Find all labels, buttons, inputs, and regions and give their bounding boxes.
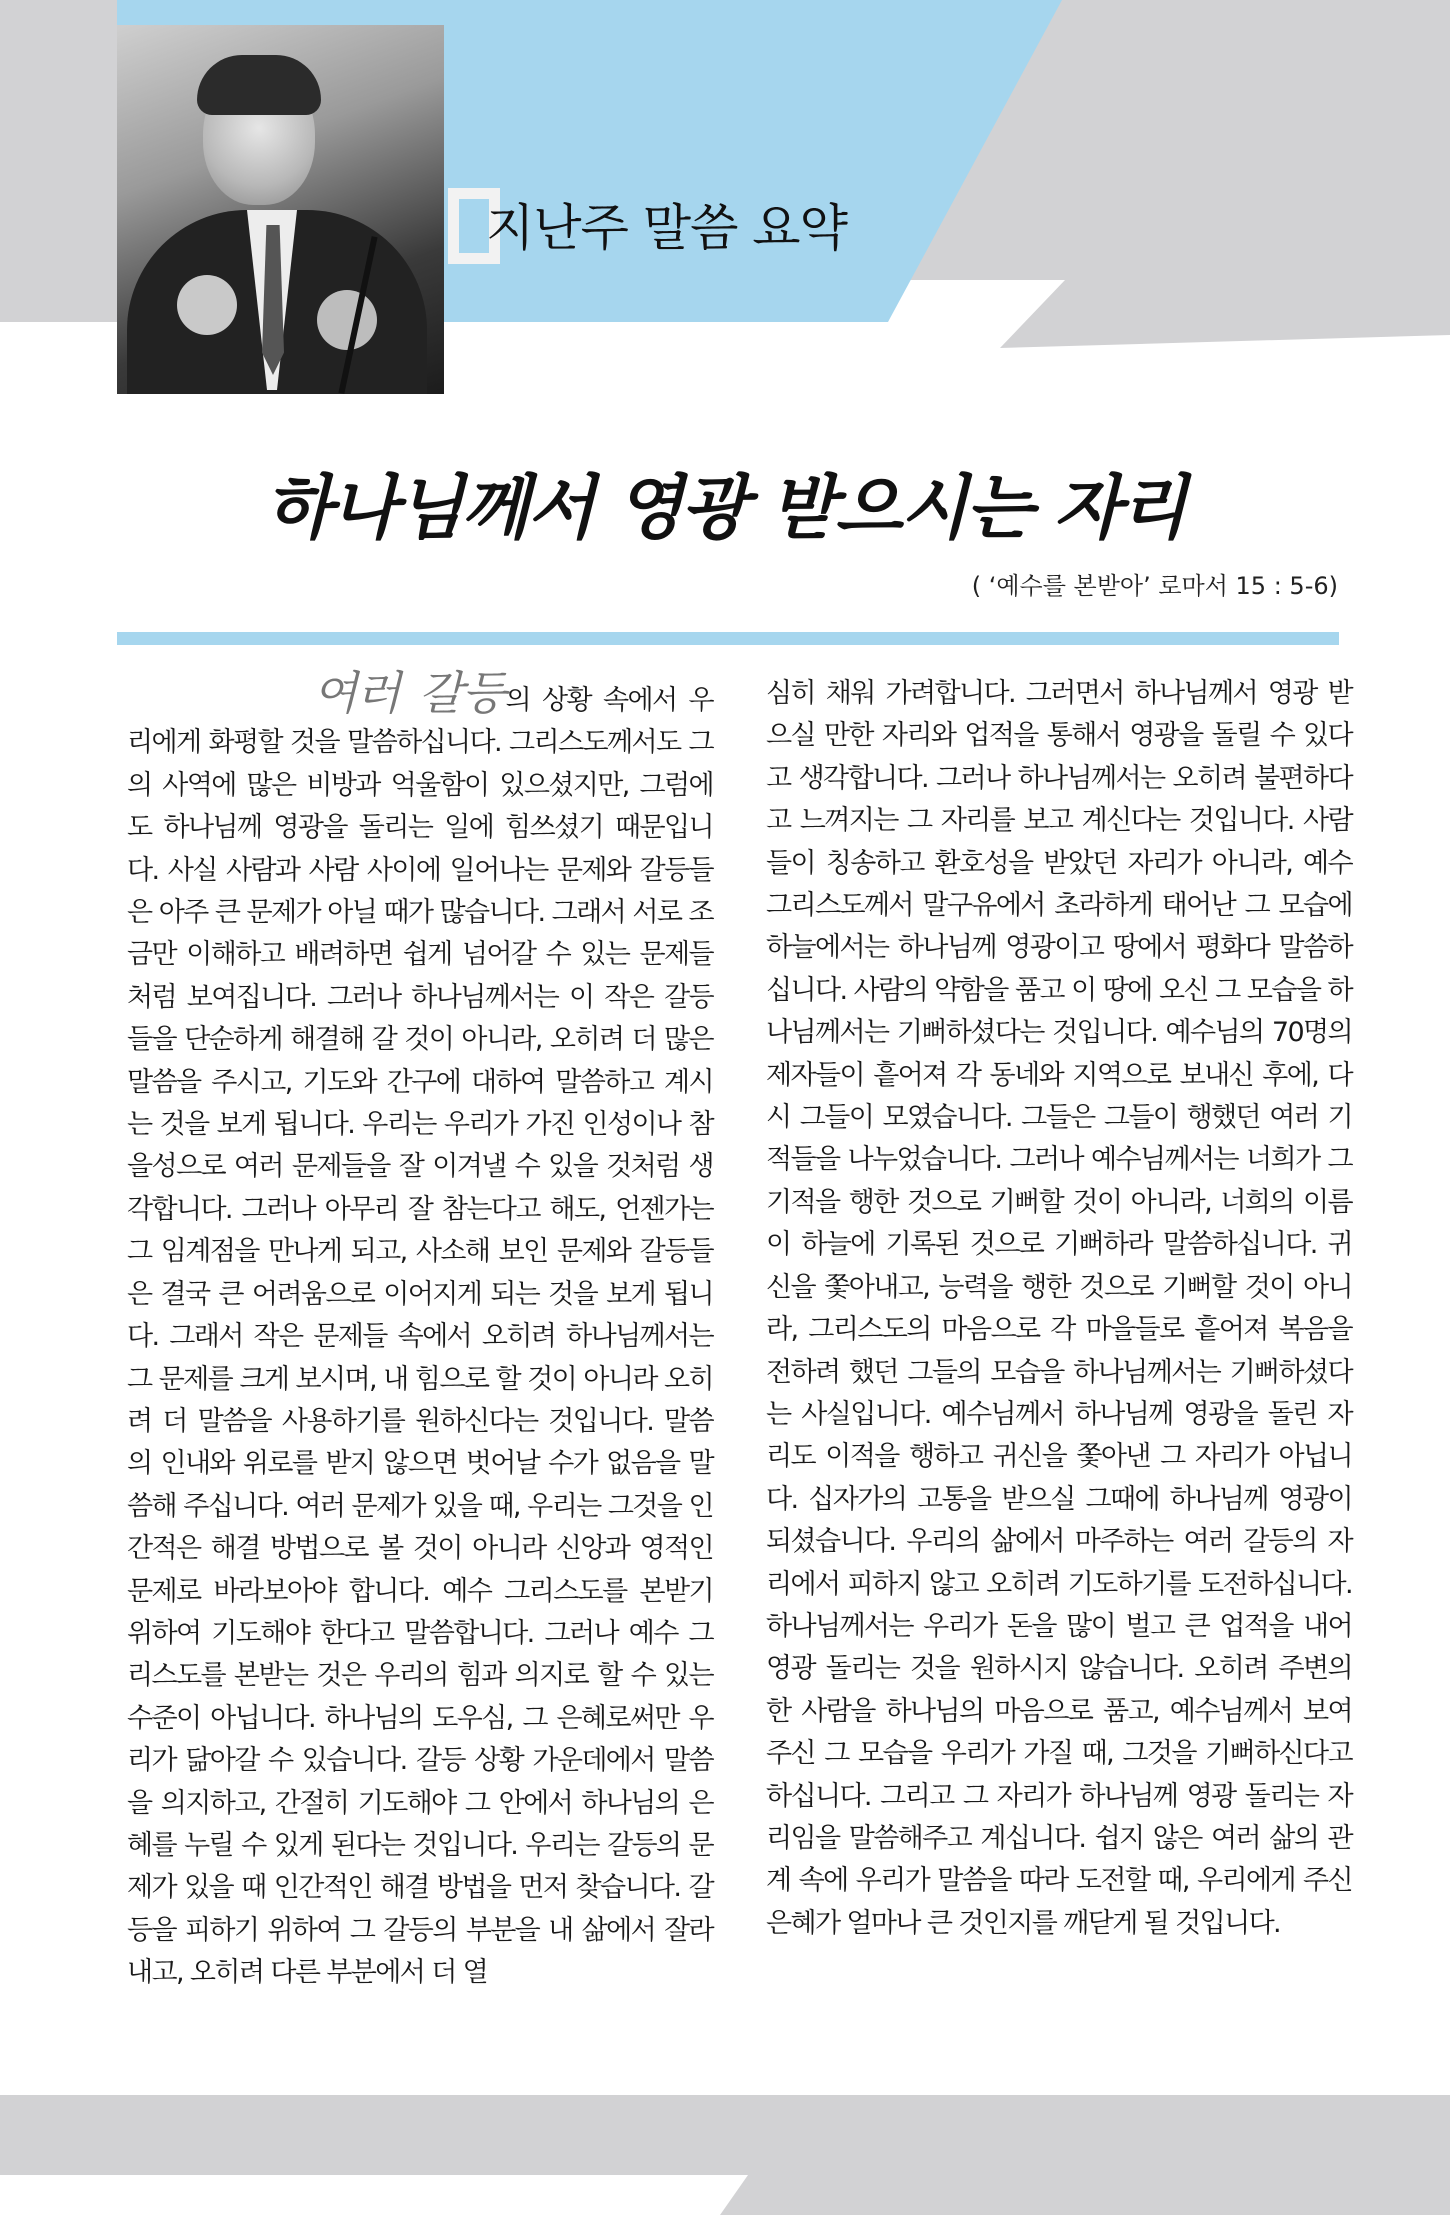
scripture-reference: ( ‘예수를 본받아’ 로마서 15 : 5-6) (971, 572, 1338, 600)
header-white-notch (0, 280, 117, 322)
column-right-text: 심히 채워 가려합니다. 그러면서 하나님께서 영광 받으실 만한 자리와 업적을 통해서 영광을 돌릴 수 있다고 생각합니다. 그러나 하나님께서는 오히려 불편하다고 느껴지는 그 자리를 보고 계신다는 것입니다. 사람들이 칭송하고 환호성을 받았던 자리가 아니라, 예수 그리스도께서 말구유에서 초라하게 태어난 그 모습에 하늘에서는 하나님께 영광이고 땅에서 평화다 말씀하십니다. 사람의 약함을 품고 이 땅에 오신 그 모습을 하나님께서는 기뻐하셨다는 것입니다. 예수님의 70명의 제자들이 흩어져 각 동네와 지역으로 보내신 후에, 다시 그들이 모였습니다. 그들은 그들이 행했던 여러 기적들을 나누었습니다. 그러나 예수님께서는 너희가 그 기적을 행한 것으로 기뻐할 것이 아니라, 너희의 이름이 하늘에 기록된 것으로 기뻐하라 말씀하십니다. 귀신을 쫓아내고, 능력을 행한 것으로 기뻐할 것이 아니라, 그리스도의 마음으로 각 마을들로 흩어져 복음을 전하려 했던 그들의 모습을 하나님께서는 기뻐하셨다는 사실입니다. 예수님께서 하나님께 영광을 돌린 자리도 이적을 행하고 귀신을 쫓아낸 그 자리가 아닙니다. 십자가의 고통을 받으실 그때에 하나님께 영광이 되셨습니다. 우리의 삶에서 마주하는 여러 갈등의 자리에서 피하지 않고 오히려 기도하기를 도전하십니다. 하나님께서는 우리가 돈을 많이 벌고 큰 업적을 내어 영광 돌리는 것을 원하시지 않습니다. 오히려 주변의 한 사람을 하나님의 마음으로 품고, 예수님께서 보여주신 그 모습을 우리가 가질 때, 그것을 기뻐하신다고 하십니다. 그리고 그 자리가 하나님께 영광 돌리는 자리임을 말씀해주고 계십니다. 쉽지 않은 여러 삶의 관계 속에 우리가 말씀을 따라 도전할 때, 우리에게 주신 은혜가 얼마나 큰 것인지를 깨닫게 될 것입니다. (766, 678, 1352, 1939)
lead-spacer (127, 673, 313, 715)
article-column-right (766, 673, 1352, 1945)
photo-hair (197, 55, 321, 115)
article-title: 하나님께서 영광 받으시는 자리 (264, 466, 1186, 549)
article-column-left (127, 666, 713, 1995)
lead-words: 여러 갈등 (313, 666, 506, 720)
footer-gray-band (0, 2095, 1450, 2215)
preacher-photo (117, 25, 444, 394)
photo-left-fist (177, 275, 237, 335)
footer-background (0, 2050, 1450, 2215)
title-divider (117, 632, 1339, 645)
column-left-text: 의 상황 속에서 우리에게 화평할 것을 말씀하십니다. 그리스도께서도 그의 사역에 많은 비방과 억울함이 있으셨지만, 그럼에도 하나님께 영광을 돌리는 일에 힘쓰셨기 때문입니다. 사실 사람과 사람 사이에 일어나는 문제와 갈등들은 아주 큰 문제가 아닐 때가 많습니다. 그래서 서로 조금만 이해하고 배려하면 쉽게 넘어갈 수 있는 문제들처럼 보여집니다. 그러나 하나님께서는 이 작은 갈등들을 단순하게 해결해 갈 것이 아니라, 오히려 더 많은 말씀을 주시고, 기도와 간구에 대하여 말씀하고 계시는 것을 보게 됩니다. 우리는 우리가 가진 인성이나 참을성으로 여러 문제들을 잘 이겨낼 수 있을 것처럼 생각합니다. 그러나 아무리 잘 참는다고 해도, 언젠가는 그 임계점을 만나게 되고, 사소해 보인 문제와 갈등들은 결국 큰 어려움으로 이어지게 되는 것을 보게 됩니다. 그래서 작은 문제들 속에서 오히려 하나님께서는 그 문제를 크게 보시며, 내 힘으로 할 것이 아니라 오히려 더 말씀을 사용하기를 원하신다는 것입니다. 말씀의 인내와 위로를 받지 않으면 벗어날 수가 없음을 말씀해 주십니다. 여러 문제가 있을 때, 우리는 그것을 인간적은 해결 방법으로 볼 것이 아니라 신앙과 영적인 문제로 바라보아야 합니다. 예수 그리스도를 본받기 위하여 기도해야 한다고 말씀합니다. 그러나 예수 그리스도를 본받는 것은 우리의 힘과 의지로 할 수 있는 수준이 아닙니다. 하나님의 도우심, 그 은혜로써만 우리가 닮아갈 수 있습니다. 갈등 상황 가운데에서 말씀을 의지하고, 간절히 기도해야 그 안에서 하나님의 은혜를 누릴 수 있게 된다는 것입니다. 우리는 갈등의 문제가 있을 때 인간적인 해결 방법을 먼저 찾습니다. 갈등을 피하기 위하여 그 갈등의 부분을 내 삶에서 잘라내고, 오히려 다른 부분에서 더 열 (127, 685, 713, 1989)
photo-right-fist (317, 290, 377, 350)
section-title: 지난주 말씀 요약 (486, 199, 847, 257)
